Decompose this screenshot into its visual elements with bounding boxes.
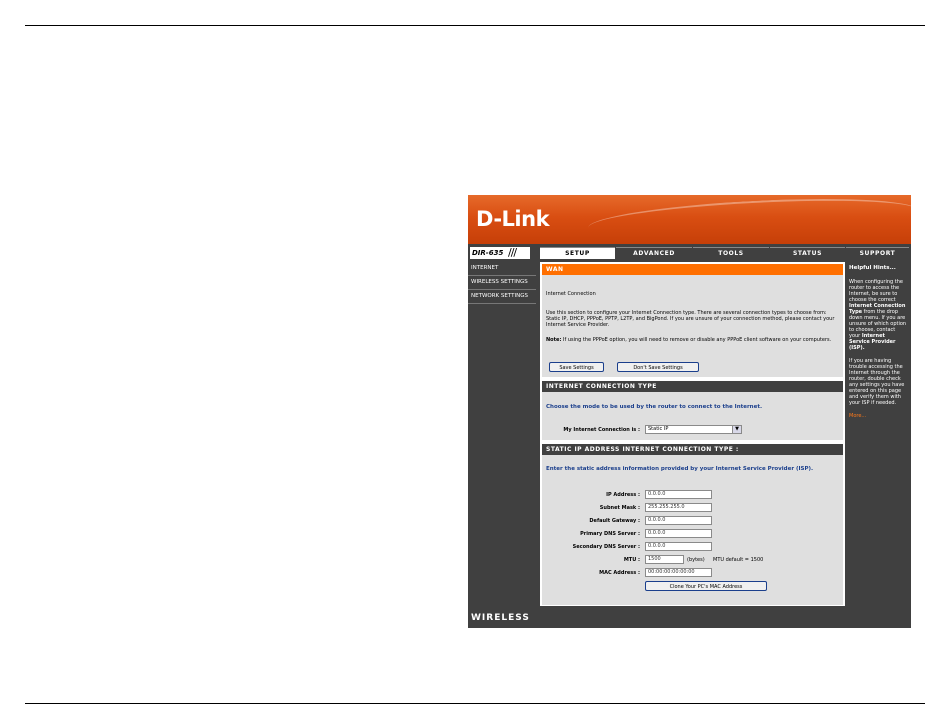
footer-wireless: WIRELESS (471, 613, 530, 623)
wan-note-text: If using the PPPoE option, you will need to remove or disable any PPPoE client software on your computers. (563, 337, 832, 343)
mtu-default: MTU default = 1500 (713, 557, 764, 563)
save-settings-button[interactable]: Save Settings (549, 362, 604, 372)
brand-banner (468, 195, 911, 244)
static-ip-section (542, 455, 843, 605)
model-name: DIR-635 (472, 249, 504, 257)
wan-note (546, 337, 838, 343)
router-ui-screenshot (468, 195, 911, 628)
ip-address-field[interactable]: 0.0.0.0 (645, 490, 712, 499)
dont-save-settings-button[interactable]: Don't Save Settings (617, 362, 699, 372)
chevron-down-icon[interactable]: ▼ (732, 426, 741, 433)
wan-section (542, 264, 843, 377)
mtu-unit: (bytes) (687, 557, 705, 563)
primary-dns-field[interactable]: 0.0.0.0 (645, 529, 712, 538)
main-content (540, 262, 845, 606)
more-link[interactable]: More... (849, 413, 867, 419)
primary-dns-label: Primary DNS Server : (580, 531, 640, 537)
sidebar-item-internet[interactable]: INTERNET (468, 262, 536, 276)
hint-trouble: If you are having trouble accessing the Internet through the router, double check any settings you have entered on this page and verify them with your ISP if needed. (849, 358, 905, 406)
wan-description: Use this section to configure your Internet Connection type. There are several connection types to choose from: Static IP, DHCP, PPPoE, PPTP, L2TP, and BigPond. If you are unsure of your connection method, please contact your Internet Service Provider. (546, 310, 835, 328)
default-gateway-label: Default Gateway : (589, 518, 640, 524)
default-gateway-field[interactable]: 0.0.0.0 (645, 516, 712, 525)
model-badge (470, 247, 530, 259)
wan-note-label: Note: (546, 337, 562, 343)
connection-type-section (542, 392, 843, 440)
tab-setup[interactable]: SETUP (540, 247, 615, 259)
wan-title: WAN (542, 264, 843, 275)
hint1-part-b: Internet Connection Type (849, 303, 906, 315)
connection-type-header: INTERNET CONNECTION TYPE (542, 381, 843, 392)
wan-subtitle: Internet Connection (546, 291, 596, 297)
sidebar-item-network-settings[interactable]: NETWORK SETTINGS (468, 290, 536, 304)
banner-swoosh (587, 192, 918, 245)
subnet-mask-field[interactable]: 255.255.255.0 (645, 503, 712, 512)
static-ip-prompt: Enter the static address information provided by your Internet Service Provider (ISP). (546, 466, 814, 472)
model-slash: /// (508, 246, 517, 259)
secondary-dns-label: Secondary DNS Server : (572, 544, 640, 550)
mac-address-field[interactable]: 00:00:00:00:00:00 (645, 568, 712, 577)
sidebar-item-wireless-settings[interactable]: WIRELESS SETTINGS (468, 276, 536, 290)
mtu-field[interactable]: 1500 (645, 555, 684, 564)
hint-connection-type (849, 279, 907, 351)
bottom-rule (25, 703, 925, 704)
clone-mac-button[interactable]: Clone Your PC's MAC Address (645, 581, 767, 591)
connection-type-select[interactable] (645, 425, 742, 434)
dlink-logo: D-Link (476, 207, 550, 231)
top-nav-tabs (540, 247, 909, 259)
mac-address-label: MAC Address : (599, 570, 640, 576)
connection-select-label: My Internet Connection is : (563, 427, 640, 433)
mtu-label: MTU : (623, 557, 640, 563)
helpful-hints-title: Helpful Hints... (849, 265, 896, 271)
hint1-part-a: When configuring the router to access the Internet, be sure to choose the correct (849, 279, 903, 303)
sidebar (468, 262, 536, 304)
secondary-dns-field[interactable]: 0.0.0.0 (645, 542, 712, 551)
connection-type-selected: Static IP (648, 426, 669, 432)
hint1-part-d: Internet Service Provider (ISP). (849, 333, 896, 351)
tab-advanced[interactable]: ADVANCED (616, 247, 692, 259)
footer-bar (468, 608, 911, 628)
top-rule (25, 25, 925, 26)
tab-tools[interactable]: TOOLS (693, 247, 769, 259)
subnet-mask-label: Subnet Mask : (599, 505, 640, 511)
hint1-part-c: from the drop down menu. If you are unsure of which option to choose, contact your (849, 309, 907, 339)
connection-type-prompt: Choose the mode to be used by the router to connect to the Internet. (546, 404, 763, 410)
static-ip-header: STATIC IP ADDRESS INTERNET CONNECTION TYPE : (542, 444, 843, 455)
support-panel (847, 262, 909, 606)
tab-status[interactable]: STATUS (770, 247, 845, 259)
ip-address-label: IP Address : (606, 492, 640, 498)
tab-support[interactable]: SUPPORT (846, 247, 909, 259)
